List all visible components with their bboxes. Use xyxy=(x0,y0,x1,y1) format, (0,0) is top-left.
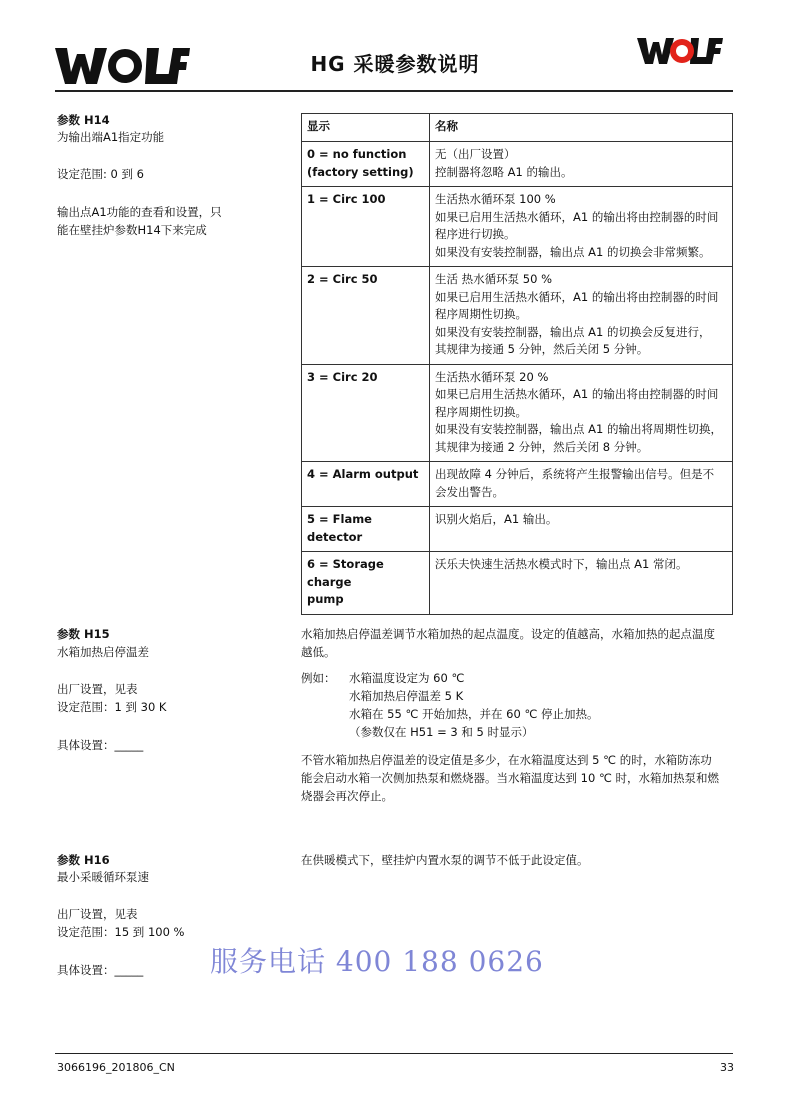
name-cell-line: 程序周期性切换。 xyxy=(435,307,527,321)
display-cell-line: 6 = Storage charge xyxy=(307,557,384,589)
name-cell-line: 会发出警告。 xyxy=(435,484,504,499)
name-cell-line: 生活 热水循环泵 50 % xyxy=(435,272,553,286)
h15-example-line-2: 水箱加热启停温差 5 K xyxy=(349,689,464,703)
name-cell-line: 无（出厂设置） xyxy=(435,147,516,161)
service-hotline-watermark: 服务电话 400 188 0626 xyxy=(210,945,544,978)
display-cell xyxy=(302,507,430,552)
name-cell-line: 如果已启用生活热水循环，A1 的输出将由控制器的时间 xyxy=(435,289,719,304)
display-cell xyxy=(302,552,430,615)
display-cell-line: (factory setting) xyxy=(307,164,414,179)
display-cell xyxy=(302,187,430,267)
name-cell-line: 沃乐夫快速生活热水模式时下，输出点 A1 常闭。 xyxy=(435,557,688,571)
name-cell-line: 如果已启用生活热水循环，A1 的输出将由控制器的时间 xyxy=(435,209,719,224)
column-header-display: 显示 xyxy=(302,114,430,142)
page-title: HG 采暖参数说明 xyxy=(310,52,480,76)
h14-range: 设定范围: 0 到 6 xyxy=(57,167,144,181)
name-cell-line: 如果没有安装控制器，输出点 A1 的输出将周期性切换， xyxy=(435,422,722,436)
h15-paragraph-2-line-1: 不管水箱加热启停温差的设定值是多少，在水箱温度达到 5 ℃ 的时，水箱防冻功 xyxy=(301,753,712,767)
name-cell-line: 生活热水循环泵 20 % xyxy=(435,369,549,384)
display-cell-line: 2 = Circ 50 xyxy=(307,272,378,286)
h15-example-line-4: （参数仅在 H51 = 3 和 5 时显示） xyxy=(349,725,534,739)
table-row xyxy=(302,364,733,462)
display-cell-line: 4 = Alarm output xyxy=(307,467,419,481)
h15-paragraph-2-line-3: 烧器会再次停止。 xyxy=(301,789,393,803)
name-cell-line: 如果没有安装控制器，输出点 A1 的切换会非常频繁。 xyxy=(435,244,711,259)
display-cell-line: pump xyxy=(307,592,344,606)
h14-heading: 参数 H14 xyxy=(57,113,110,127)
h15-paragraph-1-line-1: 水箱加热启停温差调节水箱加热的起点温度。设定的值越高，水箱加热的起点温度 xyxy=(301,627,715,641)
display-cell xyxy=(302,462,430,507)
name-cell-line: 程序进行切换。 xyxy=(435,227,516,241)
name-cell-line: 控制器将忽略 A1 的输出。 xyxy=(435,164,573,179)
h14-note-line-2: 能在壁挂炉参数H14下来完成 xyxy=(57,223,207,237)
h15-example-line-1: 水箱温度设定为 60 ℃ xyxy=(349,671,465,685)
wolf-logo-right xyxy=(637,36,723,66)
name-cell xyxy=(430,552,733,615)
table-row xyxy=(302,507,733,552)
table-header-row xyxy=(302,114,733,142)
name-cell xyxy=(430,507,733,552)
h16-range: 设定范围：15 到 100 % xyxy=(57,925,185,939)
h15-paragraph-2-line-2: 能会启动水箱一次侧加热泵和燃烧器。当水箱温度达到 10 ℃ 时，水箱加热泵和燃 xyxy=(301,771,720,785)
name-cell xyxy=(430,267,733,365)
h15-heading: 参数 H15 xyxy=(57,627,110,641)
name-cell-line: 其规律为接通 2 分钟，然后关闭 8 分钟。 xyxy=(435,439,649,454)
h15-paragraph-1-line-2: 越低。 xyxy=(301,645,336,659)
name-cell-line: 如果已启用生活热水循环，A1 的输出将由控制器的时间 xyxy=(435,387,719,401)
h14-note-line-1: 输出点A1功能的查看和设置，只 xyxy=(57,205,222,219)
display-cell-line: 3 = Circ 20 xyxy=(307,369,378,384)
display-cell xyxy=(302,267,430,365)
h15-factory-setting: 出厂设置，见表 xyxy=(57,682,138,696)
name-cell-line: 生活热水循环泵 100 % xyxy=(435,192,556,206)
document-number: 3066196_201806_CN xyxy=(57,1061,175,1074)
display-cell-line: 5 = Flame detector xyxy=(307,512,372,544)
name-cell xyxy=(430,364,733,462)
h16-description: 最小采暖循环泵速 xyxy=(57,870,149,884)
table-row xyxy=(302,552,733,615)
page-number: 33 xyxy=(720,1061,734,1074)
display-cell-line: 0 = no function xyxy=(307,147,407,161)
name-cell-line: 识别火焰后，A1 输出。 xyxy=(435,512,558,526)
name-cell-line: 出现故障 4 分钟后，系统将产生报警输出信号。但是不 xyxy=(435,467,715,481)
h16-paragraph: 在供暖模式下，壁挂炉内置水泵的调节不低于此设定值。 xyxy=(301,853,589,867)
h14-description: 为输出端A1指定功能 xyxy=(57,130,165,144)
footer-rule xyxy=(55,1053,733,1054)
display-cell xyxy=(302,142,430,187)
h15-specific-setting: 具体设置：_____ xyxy=(57,738,144,752)
h16-factory-setting: 出厂设置，见表 xyxy=(57,907,138,921)
table-row xyxy=(302,187,733,267)
h15-description: 水箱加热启停温差 xyxy=(57,645,149,659)
h15-example-line-3: 水箱在 55 ℃ 开始加热，并在 60 ℃ 停止加热。 xyxy=(349,707,599,721)
table-row xyxy=(302,462,733,507)
display-cell-line: 1 = Circ 100 xyxy=(307,192,386,206)
h15-range: 设定范围：1 到 30 K xyxy=(57,700,167,714)
table-row xyxy=(302,267,733,365)
h16-heading: 参数 H16 xyxy=(57,853,110,867)
h16-specific-setting: 具体设置：_____ xyxy=(57,963,144,977)
name-cell-line: 程序周期性切换。 xyxy=(435,404,527,419)
name-cell-line: 如果没有安装控制器，输出点 A1 的切换会反复进行， xyxy=(435,324,711,339)
display-cell xyxy=(302,364,430,462)
header-rule xyxy=(55,90,733,92)
name-cell xyxy=(430,187,733,267)
name-cell-line: 其规律为接通 5 分钟，然后关闭 5 分钟。 xyxy=(435,342,649,356)
name-cell xyxy=(430,142,733,187)
h14-function-table xyxy=(301,113,733,615)
table-row xyxy=(302,142,733,187)
name-cell xyxy=(430,462,733,507)
h15-example-label: 例如： xyxy=(301,671,336,685)
column-header-name: 名称 xyxy=(430,114,733,142)
